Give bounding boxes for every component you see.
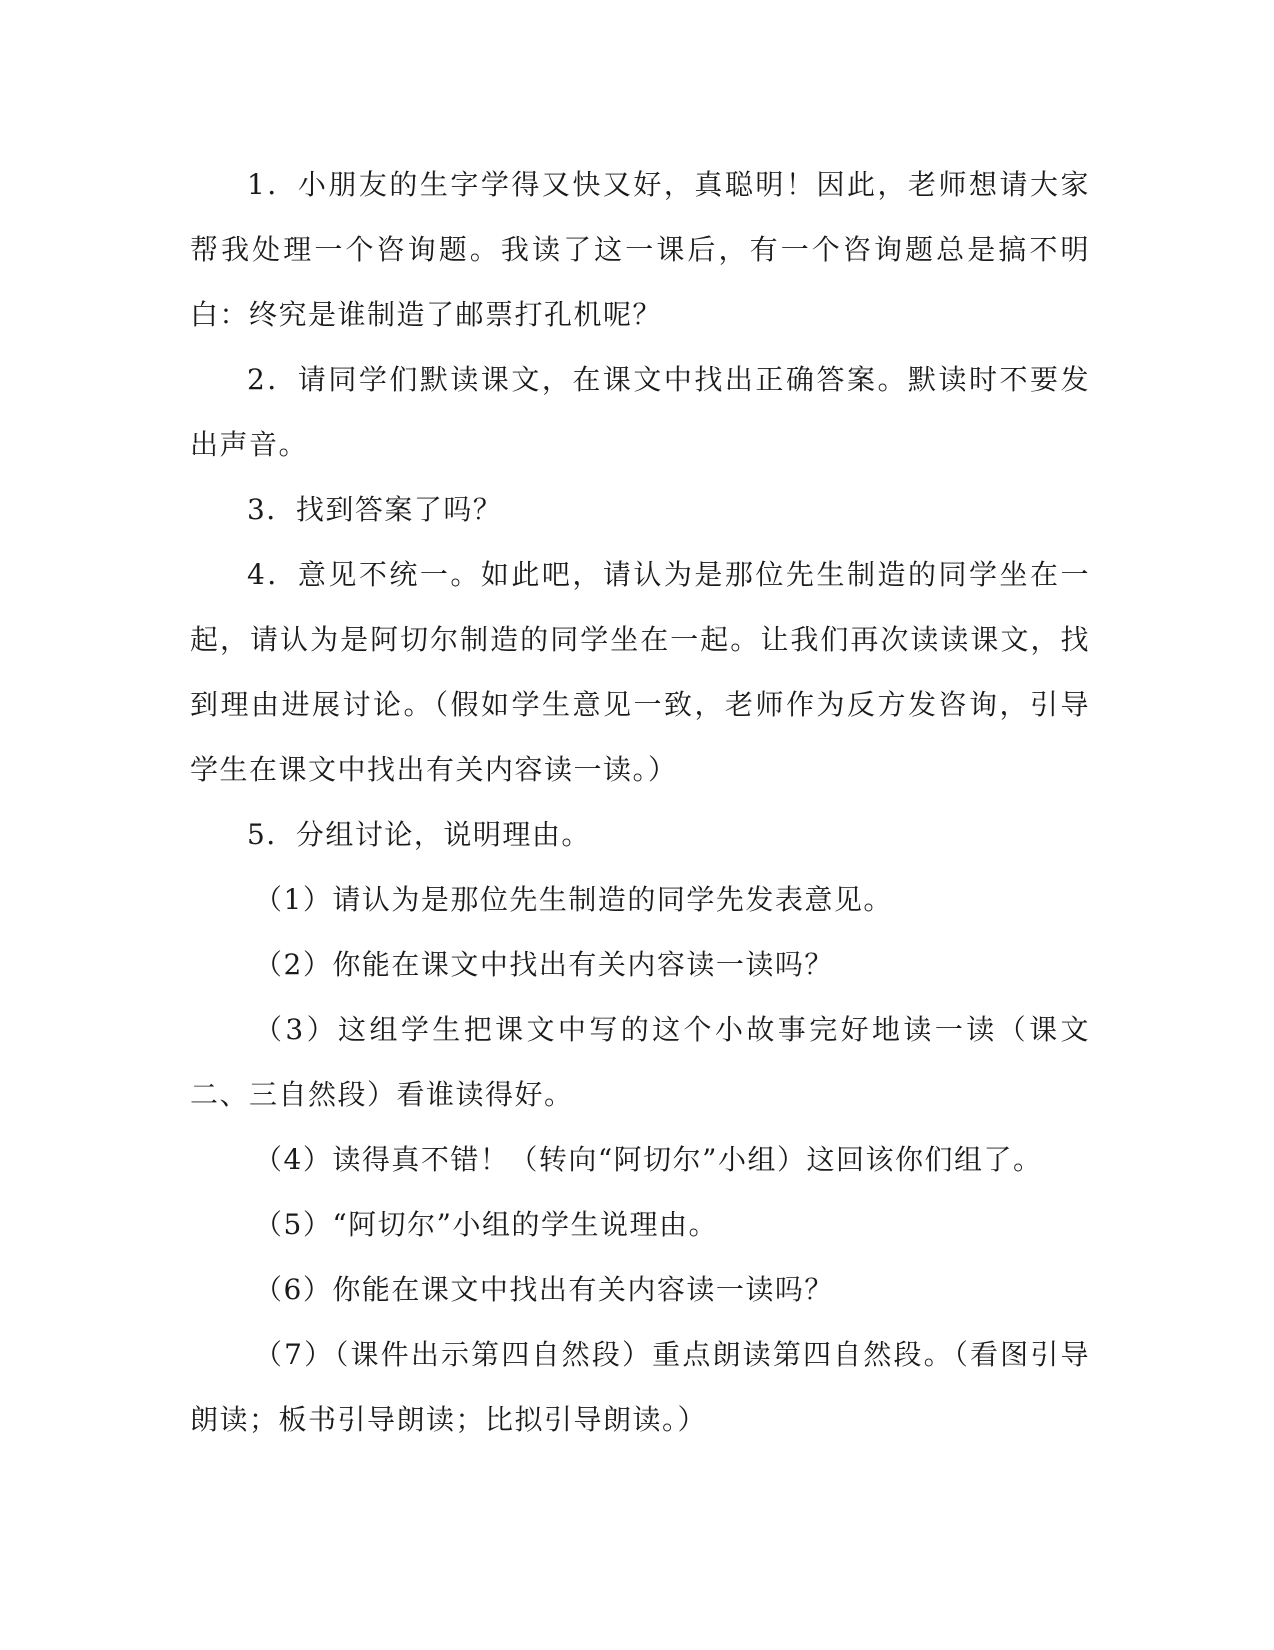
- paragraph-3: 3．找到答案了吗？: [247, 493, 503, 526]
- paragraph-1: 1．小朋友的生字学得又快又好，真聪明！因此，老师想请大家帮我处理一个咨询题。我读了这一课后，有一个咨询题总是搞不明白：终究是谁制造了邮票打孔机呢？: [190, 168, 1090, 331]
- paragraph-2: 2．请同学们默读课文，在课文中找出正确答案。默读时不要发出声音。: [190, 363, 1090, 461]
- paragraph-5: 5．分组讨论，说明理由。: [247, 818, 591, 851]
- sub-item-3: （3）这组学生把课文中写的这个小故事完好地读一读（课文二、三自然段）看谁读得好。: [190, 1013, 1090, 1111]
- document-body: [190, 152, 1090, 1452]
- sub-item-5: （5）“阿切尔”小组的学生说理由。: [254, 1208, 718, 1241]
- sub-item-4: （4）读得真不错！（转向“阿切尔”小组）这回该你们组了。: [254, 1143, 1043, 1176]
- sub-item-2: （2）你能在课文中找出有关内容读一读吗？: [254, 948, 834, 981]
- paragraph-4: 4．意见不统一。如此吧，请认为是那位先生制造的同学坐在一起，请认为是阿切尔制造的同学坐在一起。让我们再次读读课文，找到理由进展讨论。（假如学生意见一致，老师作为反方发咨询，引导学生在课文中找出有关内容读一读。）: [190, 558, 1090, 786]
- sub-item-6: （6）你能在课文中找出有关内容读一读吗？: [254, 1273, 834, 1306]
- sub-item-7: （7）（课件出示第四自然段）重点朗读第四自然段。（看图引导朗读；板书引导朗读；比拟引导朗读。）: [190, 1338, 1090, 1436]
- sub-item-1: （1）请认为是那位先生制造的同学先发表意见。: [254, 883, 893, 916]
